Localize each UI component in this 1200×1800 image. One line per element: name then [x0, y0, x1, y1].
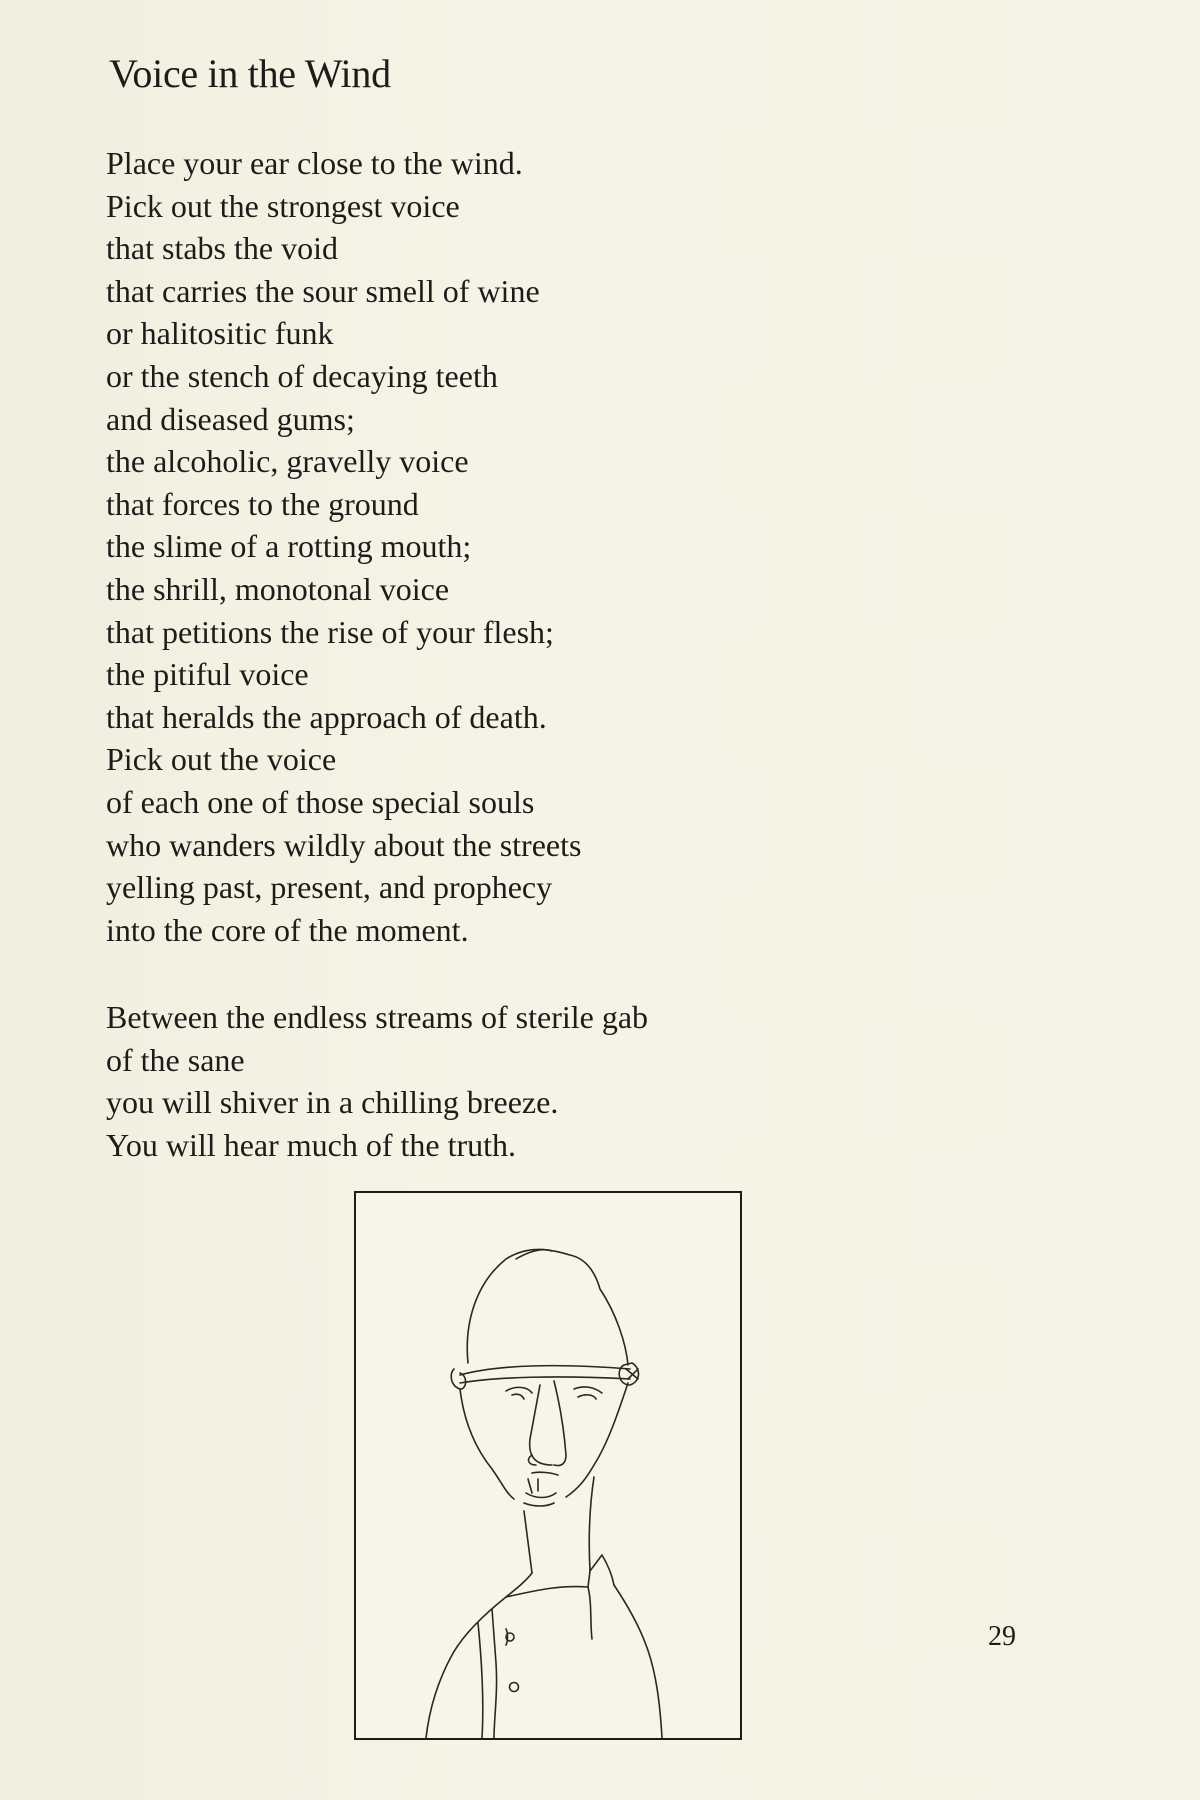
poem-line: you will shiver in a chilling breeze. — [106, 1084, 559, 1121]
poem-line: Pick out the voice — [106, 741, 337, 778]
poem-line: Pick out the strongest voice — [106, 187, 460, 224]
poem-line: and diseased gums; — [106, 400, 355, 437]
stanza-2 — [106, 996, 648, 1166]
poem-line: the shrill, monotonal voice — [106, 570, 450, 607]
poem-line: of the sane — [106, 1041, 245, 1078]
poem-line: Place your ear close to the wind. — [106, 145, 523, 181]
poem-line: the pitiful voice — [106, 656, 309, 693]
poem-line: that stabs the void — [106, 230, 338, 267]
portrait-sketch — [356, 1193, 740, 1738]
line-drawing-man-in-cap — [354, 1191, 742, 1740]
poem-line: that forces to the ground — [106, 485, 419, 522]
poem-line: the slime of a rotting mouth; — [106, 528, 472, 565]
poem-line: into the core of the moment. — [106, 911, 469, 948]
poem-line: or halitositic funk — [106, 315, 334, 352]
poem-line: yelling past, present, and prophecy — [106, 869, 553, 906]
poem-line: Between the endless streams of sterile gab — [106, 999, 649, 1035]
page-number: 29 — [988, 1621, 1016, 1652]
stanza-1 — [106, 142, 581, 951]
poem-title: Voice in the Wind — [109, 51, 391, 96]
poem-line: You will hear much of the truth. — [106, 1126, 517, 1163]
poem-line: that petitions the rise of your flesh; — [106, 613, 554, 650]
poem-line: the alcoholic, gravelly voice — [106, 443, 469, 480]
poem-line: or the stench of decaying teeth — [106, 357, 498, 394]
poem-line: that heralds the approach of death. — [106, 698, 547, 735]
poem-line: that carries the sour smell of wine — [106, 272, 540, 309]
poem-line: of each one of those special souls — [106, 783, 535, 820]
poem-line: who wanders wildly about the streets — [106, 826, 582, 863]
